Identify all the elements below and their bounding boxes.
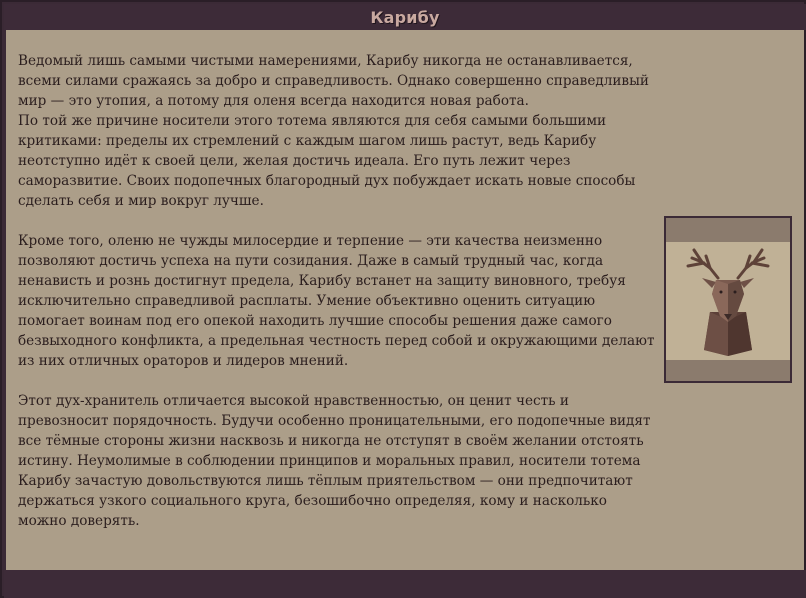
totem-portrait bbox=[664, 216, 792, 383]
header-bar bbox=[4, 4, 806, 30]
paragraph-2: По той же причине носители этого тотема являются для себя самыми большими критиками: пределы их стремлений с каждым шагом лишь растут, ведь Карибу неотступно идёт к своей цели, желая достичь идеала. Его путь лежит через саморазвитие. Своих подопечных благородный дух побуждает искать новые способы сделать себя и мир вокруг лучше. bbox=[18, 113, 636, 209]
portrait-band-top bbox=[666, 218, 790, 242]
paragraph-1: Ведомый лишь самыми чистыми намерениями, Карибу никогда не останавливается, всеми силами сражаясь за добро и справедливость. Однако совершенно справедливый мир — это утопия, а потому для оленя всегда находится новая работа. bbox=[18, 53, 649, 109]
paragraph-4: Этот дух-хранитель отличается высокой нравственностью, он ценит честь и превозносит порядочность. Будучи особенно проницательными, его подопечные видят все тёмные стороны жизни насквозь и никогда не отступят в своём желании отстоять истину. Неумолимые в соблюдении принципов и моральных правил, носители тотема Карибу зачастую довольствуются лишь тёплым приятельством — они предпочитают держаться узкого социального круга, безошибочно определяя, кому и насколько можно доверять. bbox=[18, 393, 651, 529]
paragraph-spacer bbox=[18, 371, 658, 391]
portrait-band-bottom bbox=[666, 360, 790, 381]
paragraph-3: Кроме того, оленю не чужды милосердие и терпение — эти качества неизменно позволяют достичь успеха на пути созидания. Даже в самый трудный час, когда ненависть и рознь достигнут предела, Карибу встанет на защиту виновного, требуя исключительно справедливой расплаты. Умение объективно оценить ситуацию помогает воинам под его опекой находить лучшие способы решения даже самого безвыходного конфликта, а предельная честность перед собой и окружающими делают из них отличных ораторов и лидеров мнений. bbox=[18, 233, 655, 369]
description-text bbox=[18, 51, 658, 531]
page-title: Карибу bbox=[370, 7, 440, 27]
content-panel bbox=[6, 30, 804, 570]
footer-bar bbox=[4, 570, 806, 598]
paragraph-spacer bbox=[18, 211, 658, 231]
caribou-head-icon bbox=[666, 242, 790, 360]
